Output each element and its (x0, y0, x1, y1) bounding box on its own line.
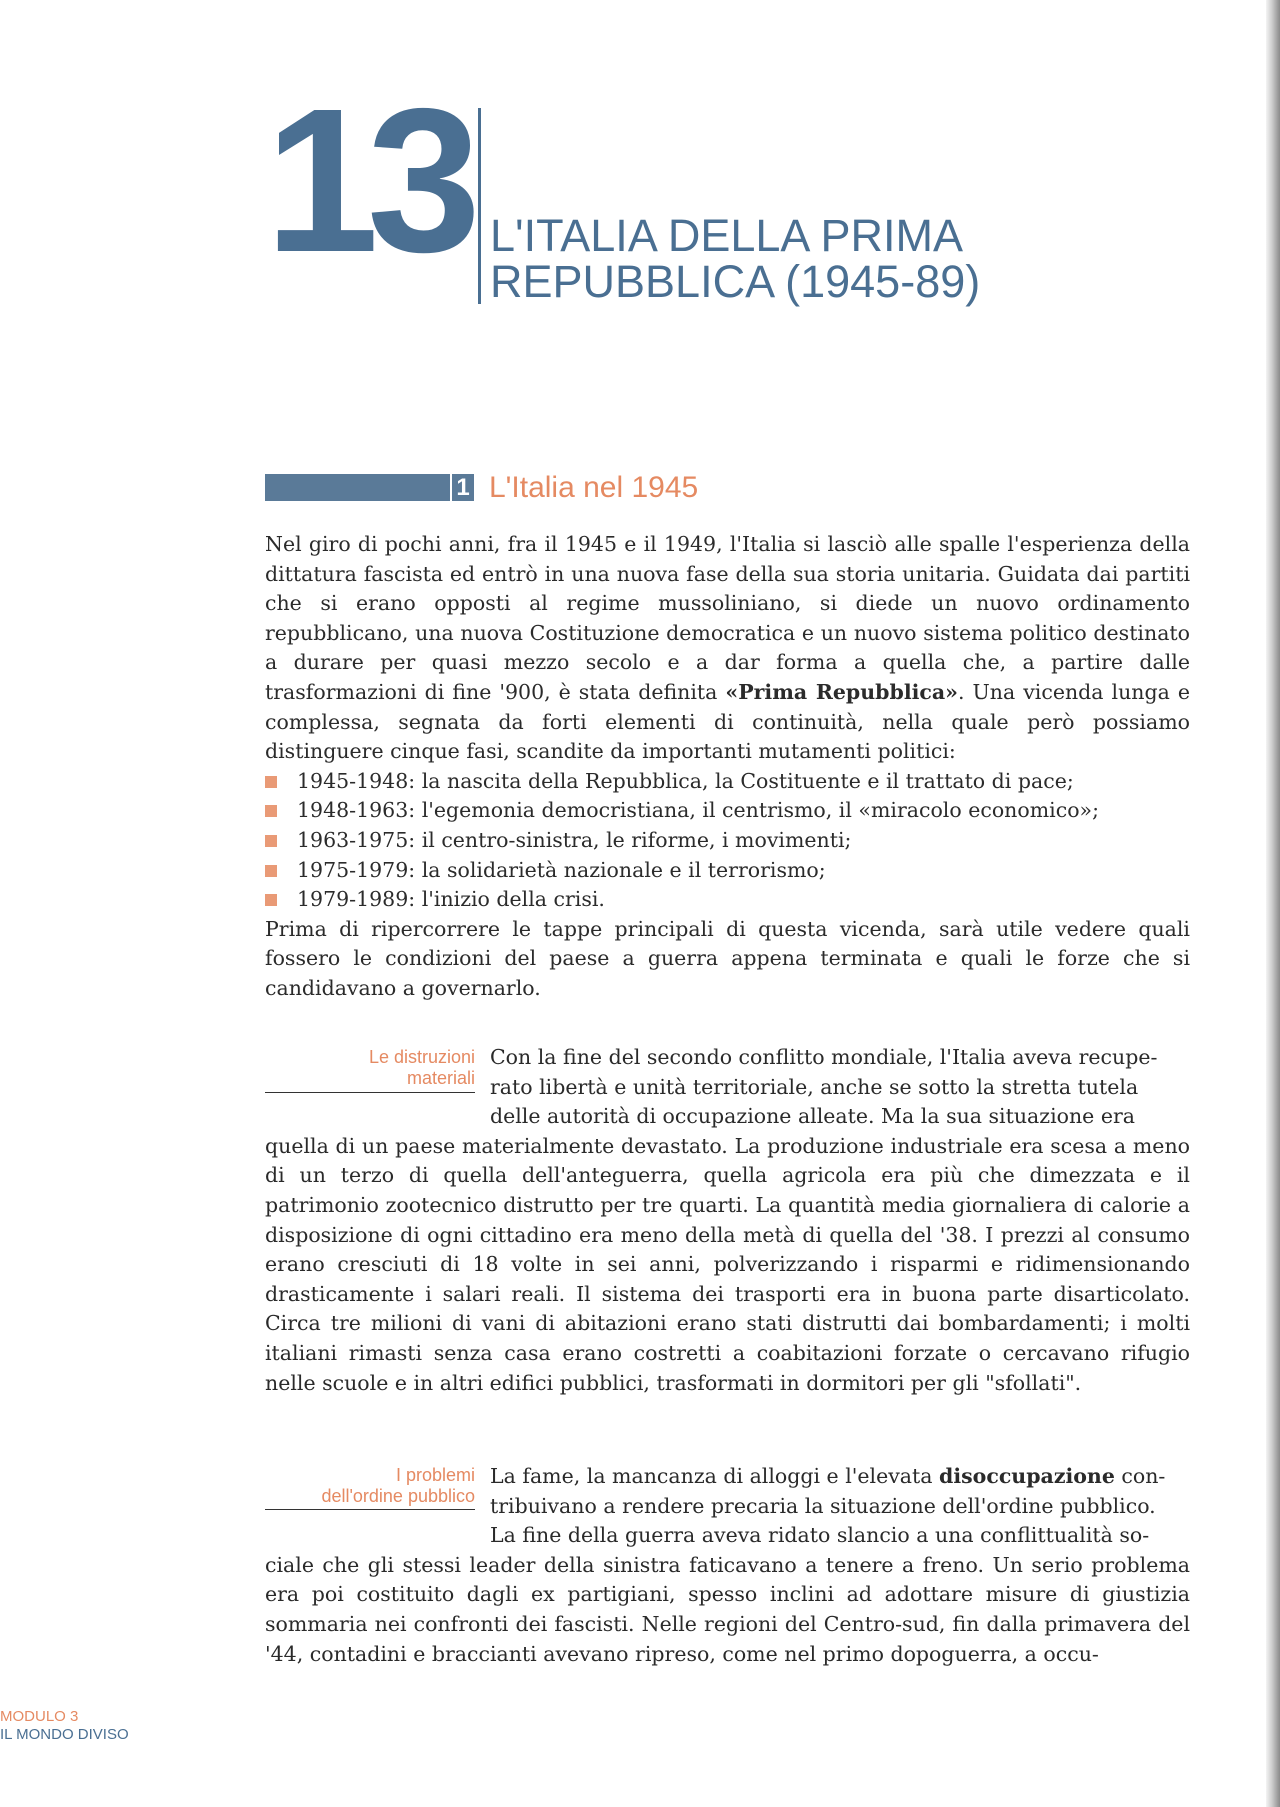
marginal-note-line: I problemi (395, 1465, 475, 1485)
marginal-note-line: Le distruzioni (368, 1047, 475, 1067)
intro-paragraph-start: Nel giro di pochi anni, fra il 1945 e il 1949, l'Italia si lasciò alle spalle l'esperienza della dittatura fascista ed entrò in una nuova fase della sua storia unitaria. Guidata dai partiti che si erano opposti al regime mussoliniano, si diede un nuovo ordinamento repubblicano, una nuova Costituzione democratica e un nuovo sistema politico destinato a durare per quasi mezzo secolo e a dar forma a quella che, a partire dalle trasformazioni di fine '900, è stata definita (265, 532, 1190, 704)
list-item: 1963-1975: il centro-sinistra, le riforme, i movimenti; (265, 826, 1190, 856)
prima-repubblica-term: «Prima Repubblica» (725, 679, 958, 704)
footer-module-title: IL MONDO DIVISO (0, 1726, 129, 1743)
chapter-title-line-1: L'ITALIA DELLA PRIMA (490, 210, 963, 261)
chapter-title-line-2: REPUBBLICA (1945-89) (490, 256, 981, 307)
chapter-divider (478, 108, 481, 304)
intro-closing: Prima di ripercorrere le tappe principali di questa vicenda, sarà utile vedere quali fossero le condizioni del paese a guerra appena terminata e quali le forze che si candidavano a governarlo. (265, 916, 1190, 1000)
ordine-paragraph: ciale che gli stessi leader della sinistra faticavano a tenere a freno. Un serio problema era poi costituito dagli ex partigiani, spesso inclini ad adottare misure di giustizia sommaria nei confronti dei fascisti. Nelle regioni del Centro-sud, fin dalla primavera del '44, contadini e braccianti avevano ripreso, come nel primo dopoguerra, a occu- (265, 1552, 1190, 1666)
text-line: La fine della guerra aveva ridato slancio a una conflittualità so- (490, 1523, 1150, 1548)
text-line: delle autorità di occupazione alleate. Ma la sua situazione era (490, 1104, 1135, 1129)
ordine-text (265, 1462, 1190, 1669)
section-header (265, 468, 1065, 508)
text-line: rato libertà e unità territoriale, anche se sotto la stretta tutela (490, 1074, 1139, 1099)
text-line: tribuivano a rendere precaria la situazione dell'ordine pubblico. (490, 1493, 1156, 1518)
marginal-note-line: materiali (406, 1068, 475, 1088)
list-item: 1945-1948: la nascita della Repubblica, la Costituente e il trattato di pace; (265, 767, 1190, 797)
list-item: 1948-1963: l'egemonia democristiana, il centrismo, il «miracolo economico»; (265, 796, 1190, 826)
section-title: L'Italia nel 1945 (489, 471, 699, 504)
intro-text (265, 530, 1190, 1004)
list-item: 1979-1989: l'inizio della crisi. (265, 885, 1190, 915)
intro-paragraph-end: . Una vicenda lunga e complessa, segnata da forti elementi di continuità, nella quale però possiamo distinguere cinque fasi, scandite da importanti mutamenti politici: (265, 679, 1190, 764)
text-line: Con la fine del secondo conflitto mondiale, l'Italia aveva recupe- (490, 1045, 1158, 1069)
chapter-title (490, 210, 981, 307)
marginal-note-line: dell'ordine pubblico (321, 1486, 475, 1506)
section-number: 1 (452, 474, 474, 501)
footer-module: MODULO 3 (0, 1708, 79, 1725)
list-item: 1975-1979: la solidarietà nazionale e il terrorismo; (265, 856, 1190, 886)
phases-list (265, 767, 1190, 915)
distruzioni-paragraph: quella di un paese materialmente devastato. La produzione industriale era scesa a meno di un terzo di quella dell'anteguerra, quella agricola era più che dimezzata e il patrimonio zootecnico distrutto per tre quarti. La quantità media giornaliera di calorie a disposizione di ogni cittadino era meno della metà di quella del '38. I prezzi al consumo erano cresciuti di 18 volte in sei anni, polverizzando i risparmi e ridimensionando drasticamente i salari reali. Il sistema dei trasporti era in buona parte disarticolato. Circa tre milioni di vani di abitazioni erano stati distrutti dai bombardamenti; i molti italiani rimasti senza casa erano costretti a coabitazioni forzate o cercavano rifugio nelle scuole e in altri edifici pubblici, trasformati in dormitori per gli "sfollati". (265, 1133, 1190, 1395)
page-footer (0, 1708, 129, 1744)
page-edge-shadow (1266, 0, 1280, 1807)
section-bar (265, 474, 450, 501)
distruzioni-text (265, 1043, 1190, 1398)
text-segment: La fame, la mancanza di alloggi e l'elevata (490, 1464, 939, 1488)
text-segment: con- (1114, 1464, 1166, 1488)
intro-paragraph (265, 530, 1190, 767)
chapter-header (265, 66, 1065, 307)
text-line (490, 1462, 1190, 1492)
chapter-number: 13 (265, 66, 470, 295)
disoccupazione-term: disoccupazione (939, 1464, 1115, 1488)
